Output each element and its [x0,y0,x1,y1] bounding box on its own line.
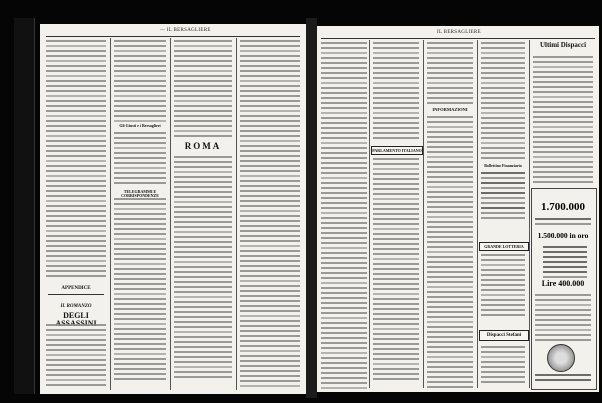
left-col-2 [114,40,166,125]
left-page [40,24,306,394]
left-col-2c [114,198,166,383]
right-col-4b [481,172,525,222]
left-col-3b [174,156,232,381]
left-mid-heading: Gli Giusti e i Bersaglieri [119,123,161,128]
column-rule [110,38,111,390]
parlamento-heading: PARLAMENTO ITALIANO [372,148,422,153]
column-rule [236,38,237,390]
lottery-text-1 [535,218,591,228]
seal-emblem [547,344,575,372]
dispacci-stefani-heading: Dispacci Stefani [479,330,529,341]
book-edge [14,18,35,394]
right-page [317,26,599,392]
appendice-text [46,324,106,389]
column-rule [369,40,370,388]
ultimi-dispacci-heading: Ultimi Dispacci [539,41,587,49]
left-col-3 [174,40,232,140]
page-gutter [306,18,317,398]
appendice-title: DEGLI [63,311,89,320]
column-rule [423,40,424,388]
lottery-footer [535,374,591,384]
left-col-2b [114,132,166,187]
grande-lotteria-heading: GRANDE LOTTERIA [479,242,529,251]
right-col-5 [533,56,593,186]
right-col-3b [427,116,473,391]
telegrammi-heading: TELEGRAMMI E CORRISPONDENZE [121,189,159,198]
lottery-big-number: 1.700.000 [541,201,585,213]
informazioni-heading: INFORMAZIONI [432,107,468,112]
right-col-4d [481,346,525,386]
appendice-rule [48,294,104,295]
column-rule [170,38,171,390]
right-col-4 [481,42,525,162]
column-rule [529,40,530,388]
roma-heading: ROMA [184,141,222,151]
lottery-prize-list [543,246,587,281]
right-col-3 [427,42,473,107]
lottery-lire: Lire 400.000 [541,279,585,288]
left-col-4 [240,40,300,390]
left-running-head: — IL BERSAGLIERE [160,28,211,33]
right-running-head: IL BERSAGLIERE [437,30,481,35]
right-col-2 [373,42,419,142]
column-rule [477,40,478,388]
bollettino-heading: Bollettino Finanziario [484,163,522,168]
left-col-1 [46,40,106,280]
right-col-1 [321,42,367,392]
header-rule [321,38,595,39]
lottery-gold-line: 1.500.000 in oro [537,231,589,240]
right-col-4c [481,254,525,319]
right-col-2b [373,158,419,383]
appendice-label: APPENDICE [61,286,91,291]
lottery-text-2 [535,294,591,344]
header-rule [46,36,300,37]
appendice-sub: IL ROMANZO [60,304,92,309]
